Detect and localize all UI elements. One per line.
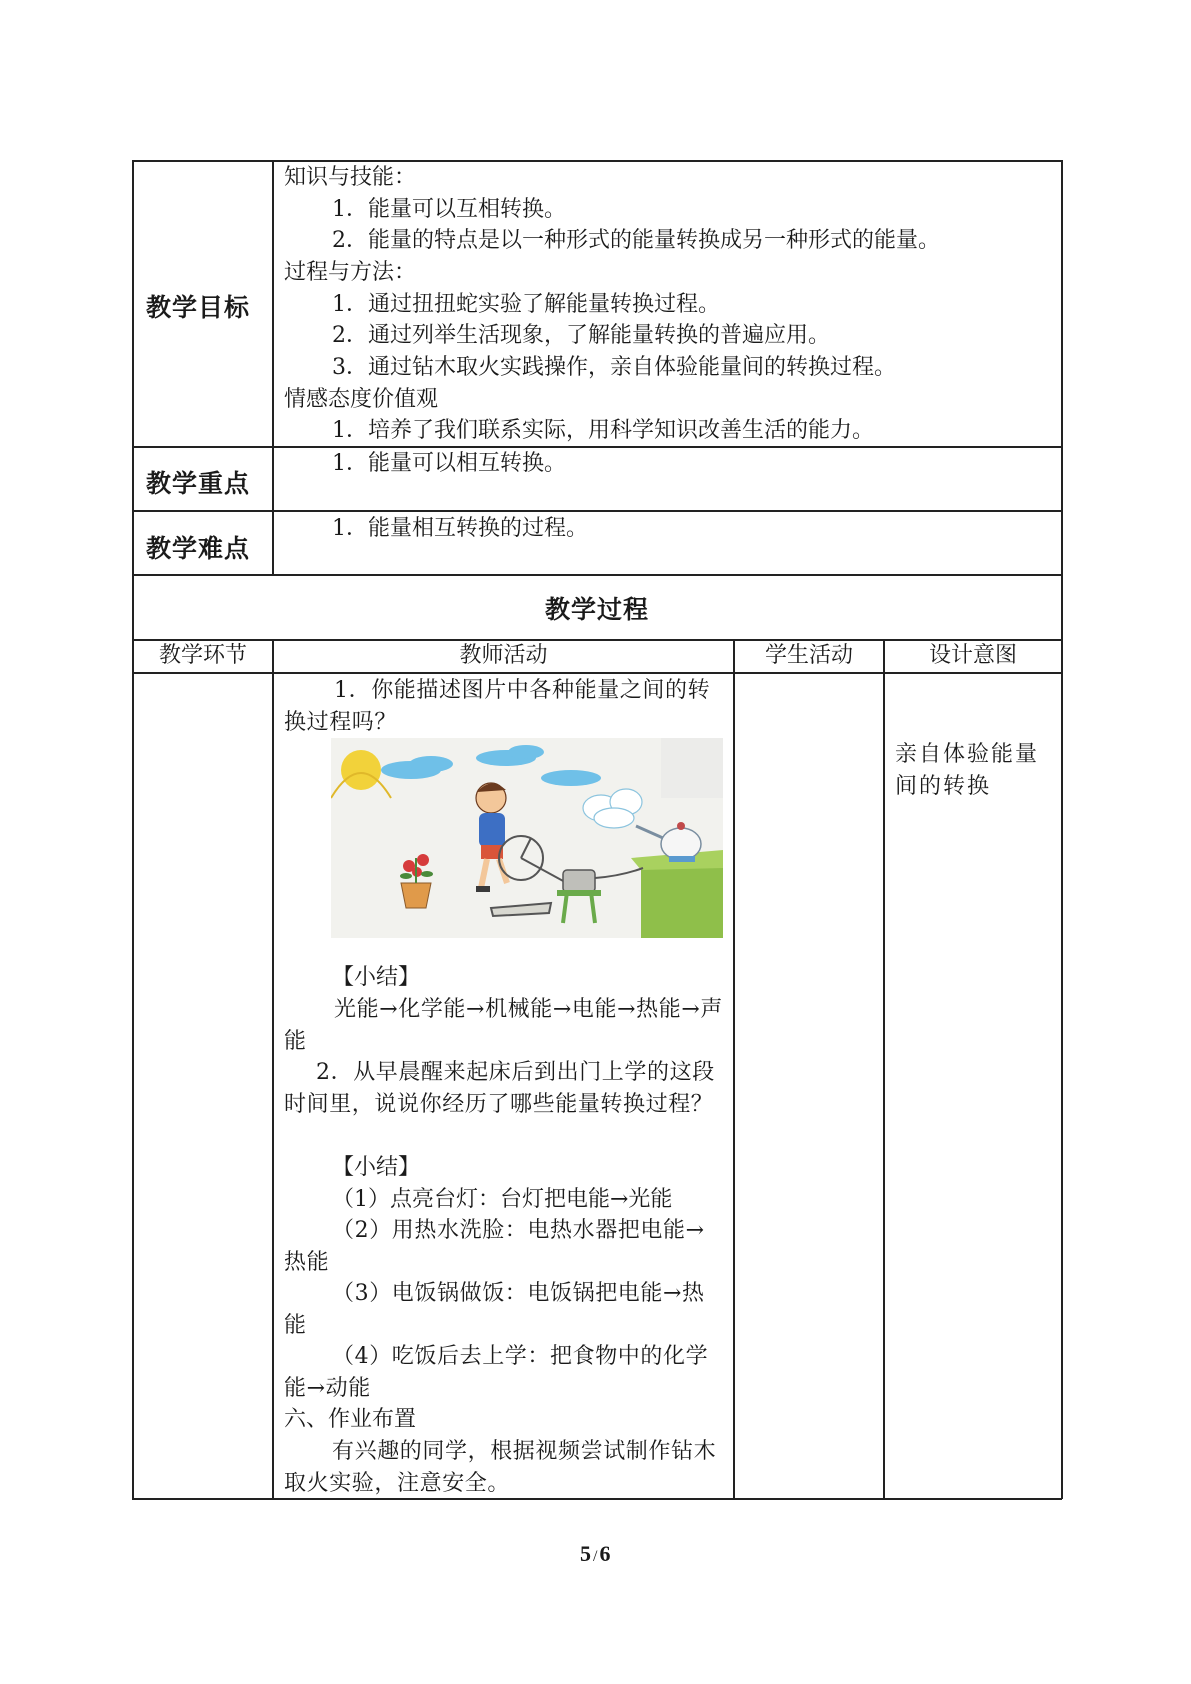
summary-1-label: 【小结】	[332, 965, 421, 990]
key-point-text: 1．能量可以相互转换。	[332, 451, 566, 476]
objective-line: 3．通过钻木取火实践操作，亲自体验能量间的转换过程。	[332, 355, 896, 380]
objective-line: 1．通过扭扭蛇实验了解能量转换过程。	[332, 292, 720, 317]
question-1: 1．你能描述图片中各种能量之间的转换过程吗？	[284, 678, 711, 735]
summary-1-text: 光能→化学能→机械能→电能→热能→声能	[284, 997, 723, 1054]
objective-line: 1．培养了我们联系实际，用科学知识改善生活的能力。	[332, 418, 874, 443]
objective-line: 知识与技能：	[284, 165, 417, 190]
process-col-divider-3	[883, 639, 885, 1499]
difficulty-text: 1．能量相互转换的过程。	[332, 516, 588, 541]
objectives-label: 教学目标	[146, 293, 251, 322]
process-col-divider-1	[272, 639, 274, 1499]
objective-line: 2．通过列举生活现象，了解能量转换的普遍应用。	[332, 323, 830, 348]
summary-item-1: （1）点亮台灯：台灯把电能→光能	[332, 1187, 673, 1212]
table-border-right	[1061, 160, 1063, 1499]
row-divider-2	[132, 510, 1062, 512]
header-teaching-stage: 教学环节	[158, 643, 247, 668]
row-divider-3	[132, 574, 1062, 576]
process-col-divider-2	[733, 639, 735, 1499]
homework-label: 六、作业布置	[284, 1407, 417, 1432]
summary-item-3: （3）电饭锅做饭：电饭锅把电能→热能	[284, 1281, 705, 1338]
page-separator: /	[593, 1548, 598, 1565]
design-intent-text: 亲自体验能量间的转换	[895, 742, 1040, 799]
process-title: 教学过程	[544, 595, 649, 624]
header-teacher-activity: 教师活动	[459, 643, 548, 668]
label-col-divider	[272, 160, 274, 575]
page-number	[580, 1541, 610, 1567]
illustration-svg	[331, 738, 723, 938]
table-icon	[631, 850, 723, 938]
header-design-intent: 设计意图	[928, 643, 1017, 668]
header-student-activity: 学生活动	[764, 643, 853, 668]
summary-item-4: （4）吃饭后去上学：把食物中的化学能→动能	[284, 1344, 709, 1401]
table-border-left	[132, 160, 134, 1499]
key-point-label: 教学重点	[146, 469, 251, 498]
table-border-top	[132, 160, 1062, 162]
energy-conversion-illustration	[331, 738, 723, 938]
page-current: 5	[580, 1541, 591, 1566]
objective-line: 2．能量的特点是以一种形式的能量转换成另一种形式的能量。	[332, 228, 940, 253]
question-2: 2．从早晨醒来起床后到出门上学的这段时间里，说说你经历了哪些能量转换过程？	[284, 1060, 715, 1117]
page-total: 6	[599, 1541, 611, 1566]
objective-line: 过程与方法：	[284, 260, 417, 285]
summary-2-label: 【小结】	[332, 1155, 421, 1180]
homework-text: 有兴趣的同学，根据视频尝试制作钻木取火实验，注意安全。	[284, 1439, 717, 1496]
summary-item-2: （2）用热水洗脸：电热水器把电能→热能	[284, 1218, 705, 1275]
difficulty-label: 教学难点	[146, 534, 251, 563]
objective-line: 1．能量可以互相转换。	[332, 197, 566, 222]
objective-line: 情感态度价值观	[284, 387, 439, 412]
